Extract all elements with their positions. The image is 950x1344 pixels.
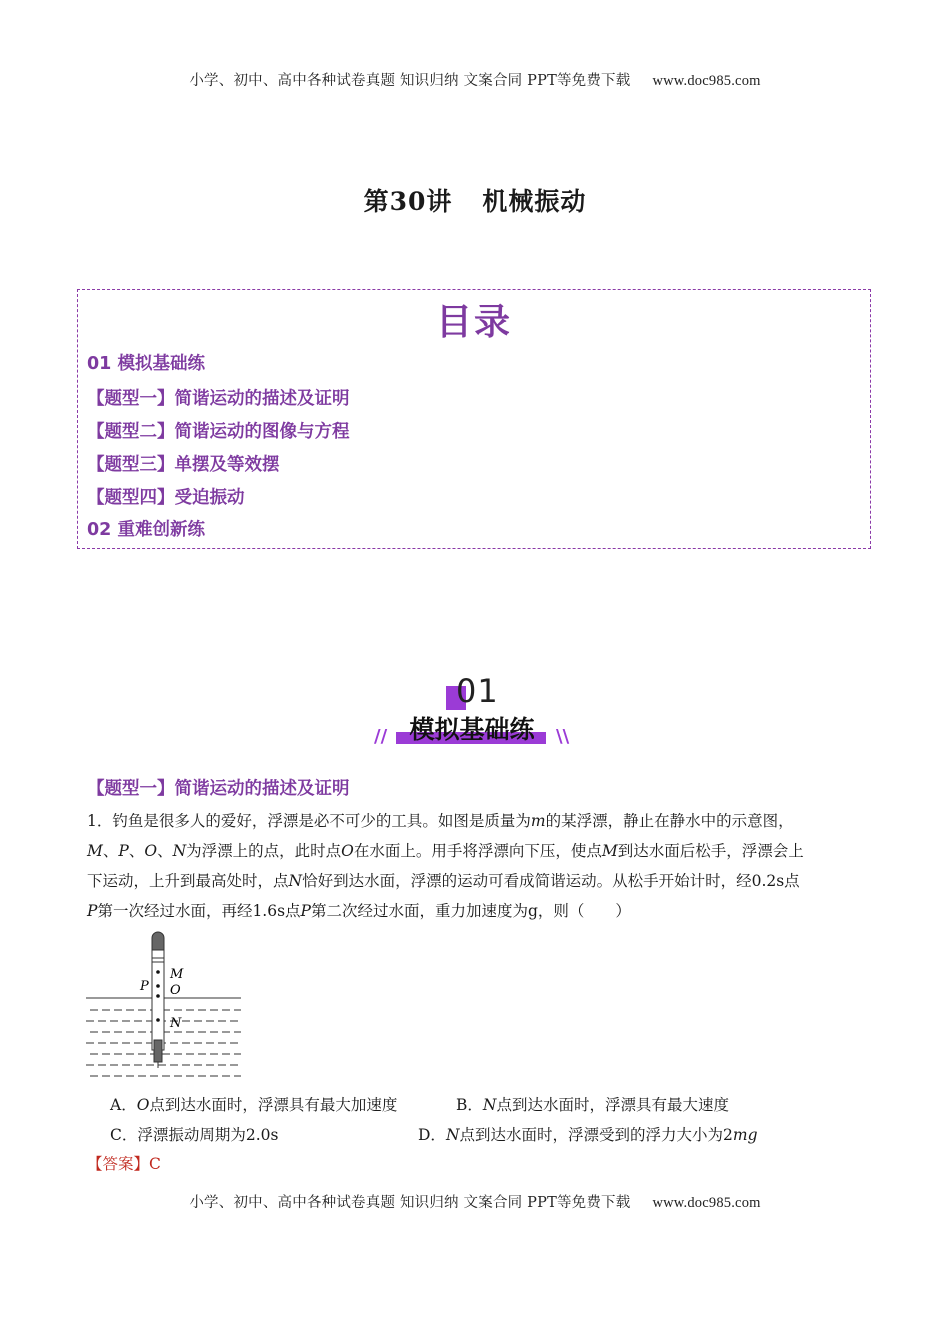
toc-item-type2[interactable]: 【题型二】简谐运动的图像与方程	[87, 422, 350, 442]
option-d[interactable]: D．N点到达水面时，浮漂受到的浮力大小为2mg	[418, 1126, 758, 1144]
answer: 【答案】C	[87, 1155, 161, 1173]
page-header	[0, 69, 950, 90]
title-lecture: 第30讲	[363, 187, 453, 216]
toc-item-type3[interactable]: 【题型三】单摆及等效摆	[87, 455, 280, 475]
question-line-4: P第一次经过水面，再经1.6s点P第二次经过水面，重力加速度为g，则（ ）	[87, 902, 631, 920]
question-type-heading: 【题型一】简谐运动的描述及证明	[87, 779, 350, 799]
table-of-contents	[77, 289, 871, 549]
question-line-2: M、P、O、N为浮漂上的点，此时点O在水面上。用手将浮漂向下压，使点M到达水面后松手，浮漂会上	[87, 842, 804, 860]
toc-item-advanced[interactable]: 02 重难创新练	[87, 520, 205, 540]
slash-decoration-left: //	[374, 726, 388, 747]
toc-item-basic[interactable]: 01 模拟基础练	[87, 354, 205, 374]
page-title	[0, 182, 950, 218]
option-c[interactable]: C．浮漂振动周期为2.0s	[110, 1126, 279, 1144]
float-diagram	[86, 928, 246, 1083]
section-banner	[370, 670, 580, 750]
footer-url[interactable]: www.doc985.com	[652, 1195, 761, 1211]
toc-item-type1[interactable]: 【题型一】简谐运动的描述及证明	[87, 389, 350, 409]
label-M: M	[170, 967, 184, 982]
page-footer	[0, 1191, 950, 1212]
title-topic: 机械振动	[482, 187, 587, 216]
section-label: 模拟基础练	[409, 715, 535, 744]
slash-decoration-right: \\	[556, 726, 570, 747]
question-line-3: 下运动，上升到最高处时，点N恰好到达水面，浮漂的运动可看成简谐运动。从松手开始计时，经0.2s点	[87, 872, 800, 890]
float-body	[152, 932, 164, 1068]
header-url[interactable]: www.doc985.com	[652, 73, 761, 89]
label-P: P	[140, 979, 149, 994]
header-text: 小学、初中、高中各种试卷真题 知识归纳 文案合同 PPT等免费下载	[189, 73, 631, 89]
question-1	[87, 806, 867, 926]
toc-heading: 目录	[435, 302, 512, 343]
label-O: O	[170, 983, 181, 998]
section-number: 01	[456, 672, 499, 710]
toc-item-type4[interactable]: 【题型四】受迫振动	[87, 488, 245, 508]
option-b[interactable]: B．N点到达水面时，浮漂具有最大速度	[456, 1096, 729, 1114]
option-a[interactable]: A．O点到达水面时，浮漂具有最大加速度	[110, 1096, 398, 1114]
question-line-1: 1．钓鱼是很多人的爱好，浮漂是必不可少的工具。如图是质量为m的某浮漂，静止在静水中的示意图，	[87, 812, 794, 830]
label-N: N	[170, 1016, 182, 1031]
footer-text: 小学、初中、高中各种试卷真题 知识归纳 文案合同 PPT等免费下载	[189, 1195, 631, 1211]
